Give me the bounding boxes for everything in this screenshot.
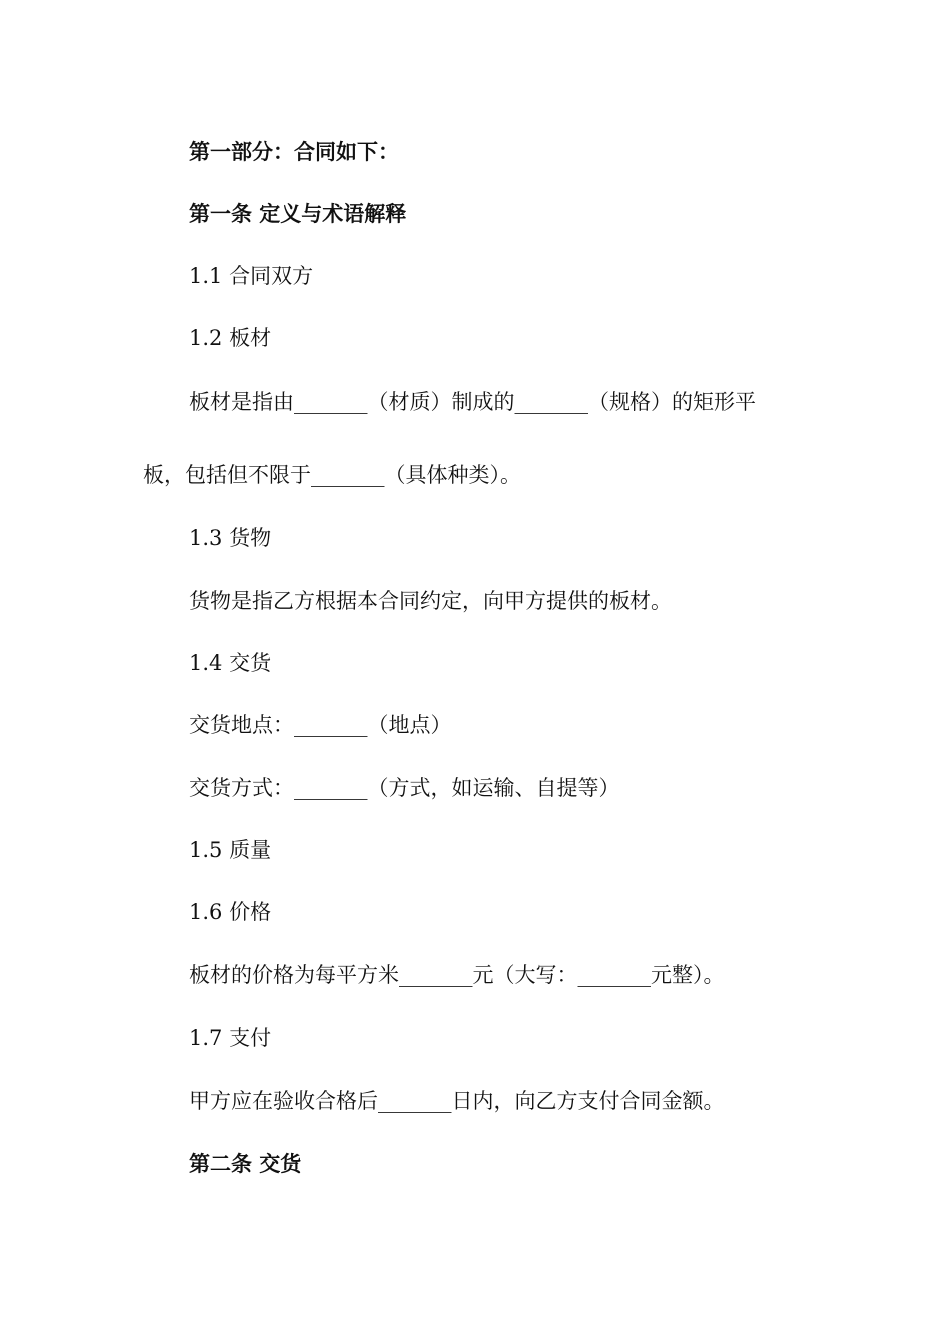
part-heading: 第一部分：合同如下： (189, 140, 399, 164)
clause-1-7-body: 甲方应在验收合格后_______日内，向乙方支付合同金额。 (189, 1089, 725, 1113)
clause-1-2-body-line-1: 板材是指由_______（材质）制成的_______（规格）的矩形平 (189, 390, 756, 414)
delivery-location-line: 交货地点：_______（地点） (189, 713, 452, 737)
clause-1-3-body: 货物是指乙方根据本合同约定，向甲方提供的板材。 (189, 589, 672, 613)
article-1-heading: 第一条 定义与术语解释 (189, 202, 407, 226)
clause-1-2-body-line-2: 板，包括但不限于_______（具体种类）。 (143, 463, 521, 487)
clause-1-5-heading: 1.5 质量 (189, 838, 272, 862)
delivery-method-line: 交货方式：_______（方式，如运输、自提等） (189, 776, 620, 800)
clause-1-6-heading: 1.6 价格 (189, 900, 272, 924)
clause-1-1-heading: 1.1 合同双方 (189, 264, 314, 288)
clause-1-6-body: 板材的价格为每平方米_______元（大写：_______元整）。 (189, 963, 725, 987)
clause-1-3-heading: 1.3 货物 (189, 526, 272, 550)
article-2-heading: 第二条 交货 (189, 1152, 302, 1176)
clause-1-7-heading: 1.7 支付 (189, 1026, 272, 1050)
clause-1-2-heading: 1.2 板材 (189, 326, 272, 350)
clause-1-4-heading: 1.4 交货 (189, 651, 272, 675)
